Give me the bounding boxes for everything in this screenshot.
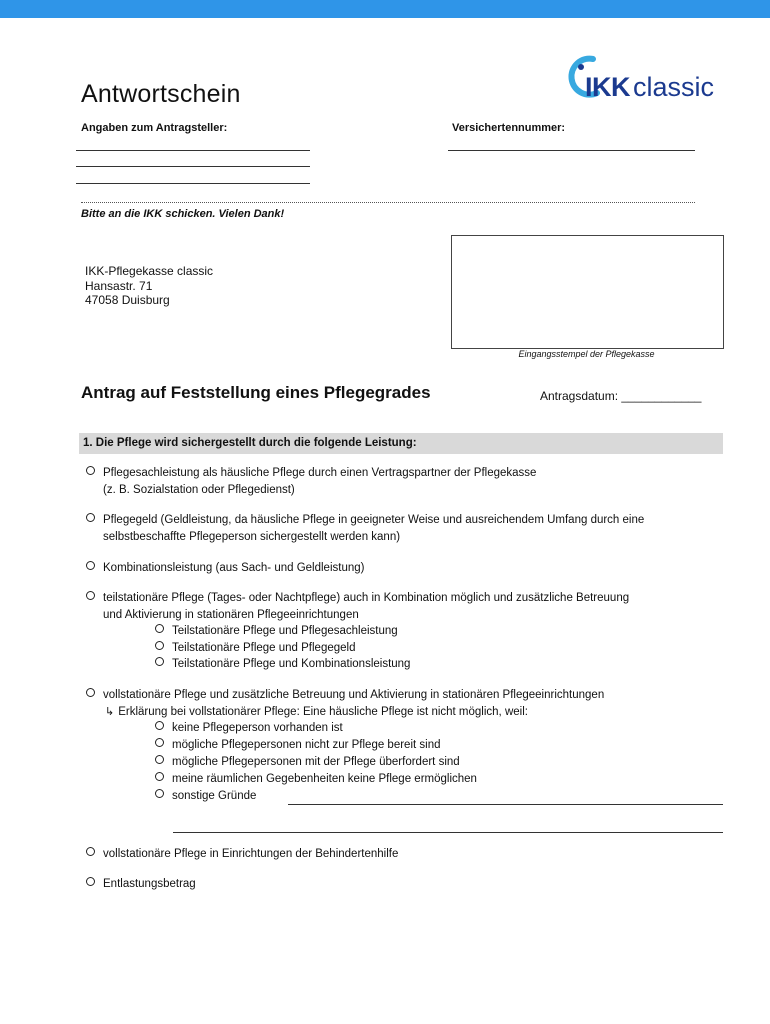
- radio-circle-icon[interactable]: [155, 624, 164, 633]
- radio-circle-icon[interactable]: [86, 466, 95, 475]
- logo-suffix: classic: [633, 72, 715, 102]
- cut-line: [81, 202, 695, 203]
- logo-brand: IKK: [585, 72, 630, 102]
- radio-circle-icon[interactable]: [155, 772, 164, 781]
- reason-2[interactable]: mögliche Pflegepersonen nicht zur Pflege bereit sind: [155, 737, 441, 754]
- radio-circle-icon[interactable]: [86, 561, 95, 570]
- option-pflegesachleistung[interactable]: Pflegesachleistung als häusliche Pflege durch einen Vertragspartner der Pflegekasse (z. B. Sozialstation oder Pflegedienst): [86, 465, 536, 498]
- applicant-field-3[interactable]: [76, 183, 310, 184]
- ikk-classic-logo: [563, 52, 733, 106]
- radio-circle-icon[interactable]: [155, 738, 164, 747]
- option-teilstationaer-sub-2[interactable]: Teilstationäre Pflege und Pflegegeld: [155, 640, 356, 657]
- radio-circle-icon[interactable]: [155, 755, 164, 764]
- radio-circle-icon[interactable]: [86, 688, 95, 697]
- stamp-label: Eingangsstempel der Pflegekasse: [518, 349, 655, 359]
- applicant-field-1[interactable]: [76, 150, 310, 151]
- address-line-1: IKK-Pflegekasse classic: [85, 264, 214, 278]
- option-teilstationaer-sub-3[interactable]: Teilstationäre Pflege und Kombinationsleistung: [155, 656, 410, 673]
- stamp-box: [451, 235, 724, 349]
- option-teilstationaer[interactable]: teilstationäre Pflege (Tages- oder Nachtpflege) auch in Kombination möglich und zusätzliche Betreuung und Aktivierung in stationären Pflegeeinrichtungen: [86, 590, 629, 623]
- option-pflegegeld[interactable]: Pflegegeld (Geldleistung, da häusliche Pflege in geeigneter Weise und ausreichendem Umfang durch eine selbstbeschaffte Pflegeperson sichergestellt werden kann): [86, 512, 644, 545]
- insurance-number-label: Versichertennummer:: [452, 122, 566, 134]
- reason-5[interactable]: sonstige Gründe: [155, 788, 256, 805]
- address-line-2: Hansastr. 71: [85, 278, 153, 293]
- radio-circle-icon[interactable]: [155, 657, 164, 666]
- page-title: Antwortschein: [81, 80, 241, 108]
- option-kombinationsleistung[interactable]: Kombinationsleistung (aus Sach- und Geldleistung): [86, 560, 364, 577]
- radio-circle-icon[interactable]: [155, 721, 164, 730]
- section-1-header: 1. Die Pflege wird sichergestellt durch die folgende Leistung:: [79, 433, 723, 454]
- address-line-3: 47058 Duisburg: [85, 293, 170, 307]
- radio-circle-icon[interactable]: [155, 641, 164, 650]
- form-title: Antrag auf Feststellung eines Pflegegrades: [81, 383, 431, 402]
- application-date-field[interactable]: Antragsdatum: ____________: [540, 389, 702, 403]
- reason-1[interactable]: keine Pflegeperson vorhanden ist: [155, 720, 343, 737]
- other-reasons-field-2[interactable]: [173, 832, 723, 833]
- insurance-number-field[interactable]: [448, 150, 695, 151]
- address-block: [85, 264, 213, 308]
- radio-circle-icon[interactable]: [86, 877, 95, 886]
- option-entlastungsbetrag[interactable]: Entlastungsbetrag: [86, 876, 196, 893]
- reason-3[interactable]: mögliche Pflegepersonen mit der Pflege überfordert sind: [155, 754, 460, 771]
- radio-circle-icon[interactable]: [86, 513, 95, 522]
- arrow-hook-icon: ↳: [105, 706, 115, 718]
- option-teilstationaer-sub-1[interactable]: Teilstationäre Pflege und Pflegesachleistung: [155, 623, 398, 640]
- vollstationaer-note: ↳ Erklärung bei vollstationärer Pflege: Eine häusliche Pflege ist nicht möglich, weil:: [105, 706, 528, 718]
- thanks-note: Bitte an die IKK schicken. Vielen Dank!: [81, 208, 285, 220]
- applicant-field-2[interactable]: [76, 166, 310, 167]
- radio-circle-icon[interactable]: [86, 847, 95, 856]
- option-vollstationaer[interactable]: vollstationäre Pflege und zusätzliche Betreuung und Aktivierung in stationären Pflegeeinrichtungen: [86, 687, 604, 704]
- radio-circle-icon[interactable]: [86, 591, 95, 600]
- applicant-label: Angaben zum Antragsteller:: [81, 122, 228, 134]
- option-behindertenhilfe[interactable]: vollstationäre Pflege in Einrichtungen der Behindertenhilfe: [86, 846, 398, 863]
- radio-circle-icon[interactable]: [155, 789, 164, 798]
- top-color-bar: [0, 0, 770, 18]
- other-reasons-field-1[interactable]: [288, 804, 723, 805]
- reason-4[interactable]: meine räumlichen Gegebenheiten keine Pflege ermöglichen: [155, 771, 477, 788]
